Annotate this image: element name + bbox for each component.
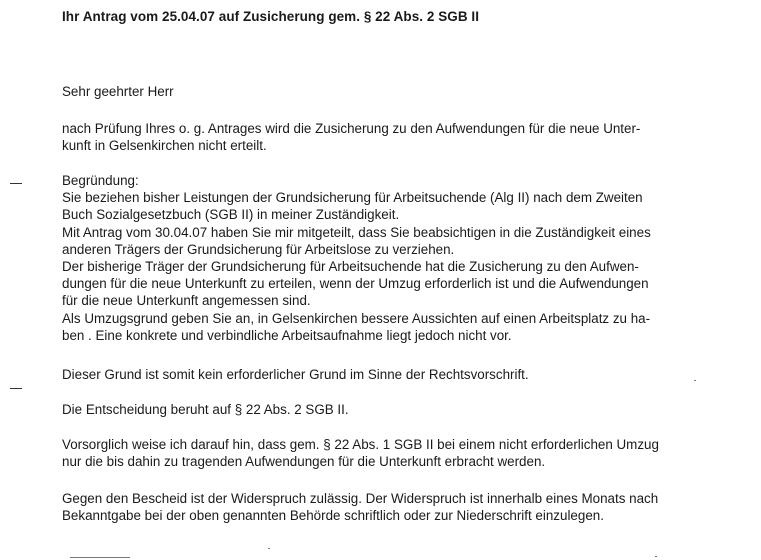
precaution-paragraph xyxy=(62,436,752,470)
reason-line: Buch Sozialgesetzbuch (SGB II) in meiner Zuständigkeit. xyxy=(62,207,400,223)
reason-line: anderen Trägers der Grundsicherung für Arbeitslose zu verziehen. xyxy=(62,241,455,257)
legal-basis: Die Entscheidung beruht auf § 22 Abs. 2 SGB II. xyxy=(62,402,349,417)
reason-line: Sie beziehen bisher Leistungen der Grundsicherung für Arbeitsuchende (Alg II) nach dem Zweiten xyxy=(62,190,643,206)
precaution-line: Vorsorglich weise ich darauf hin, dass gem. § 22 Abs. 1 SGB II bei einem nicht erforderlichen Umzug xyxy=(62,437,659,452)
salutation: Sehr geehrter Herr xyxy=(62,84,174,99)
reason-line: für die neue Unterkunft angemessen sind. xyxy=(62,293,311,309)
intro-line: kunft in Gelsenkirchen nicht erteilt. xyxy=(62,138,267,154)
reason-heading: Begründung: xyxy=(62,173,139,188)
appeal-paragraph xyxy=(62,490,752,524)
scan-speck xyxy=(70,557,130,558)
scan-speck xyxy=(694,380,696,381)
reason-line: Mit Antrag vom 30.04.07 haben Sie mir mitgeteilt, dass Sie beabsichtigen in die Zuständigkeit eines xyxy=(62,224,651,240)
intro-line: nach Prüfung Ihres o. g. Antrages wird die Zusicherung zu den Aufwendungen für die neue Unter- xyxy=(62,121,641,136)
appeal-line: Bekanntgabe bei der oben genannten Behörde schriftlich oder zur Niederschrift einzulegen. xyxy=(62,508,604,524)
scan-speck xyxy=(655,556,657,557)
letter-subject: Ihr Antrag vom 25.04.07 auf Zusicherung gem. § 22 Abs. 2 SGB II xyxy=(62,9,480,24)
scan-speck xyxy=(268,548,270,549)
intro-paragraph xyxy=(62,120,752,154)
reason-line: Der bisherige Träger der Grundsicherung für Arbeitsuchende hat die Zusicherung zu den Aufwen- xyxy=(62,259,639,275)
margin-fold-mark xyxy=(10,183,22,184)
appeal-line: Gegen den Bescheid ist der Widerspruch zulässig. Der Widerspruch ist innerhalb eines Monats nach xyxy=(62,491,659,506)
precaution-line: nur die bis dahin zu tragenden Aufwendungen für die Unterkunft erbracht werden. xyxy=(62,454,546,470)
margin-fold-mark xyxy=(10,388,22,389)
reason-line: dungen für die neue Unterkunft zu erteilen, wenn der Umzug erforderlich ist und die Aufwendungen xyxy=(62,276,649,292)
reason-section xyxy=(62,172,752,344)
reason-line: ben . Eine konkrete und verbindliche Arbeitsaufnahme liegt jedoch nicht vor. xyxy=(62,327,512,343)
reason-line: Als Umzugsgrund geben Sie an, in Gelsenkirchen bessere Aussichten auf einen Arbeitsplatz zu ha- xyxy=(62,310,651,326)
conclusion: Dieser Grund ist somit kein erforderlicher Grund im Sinne der Rechtsvorschrift. xyxy=(62,367,529,382)
